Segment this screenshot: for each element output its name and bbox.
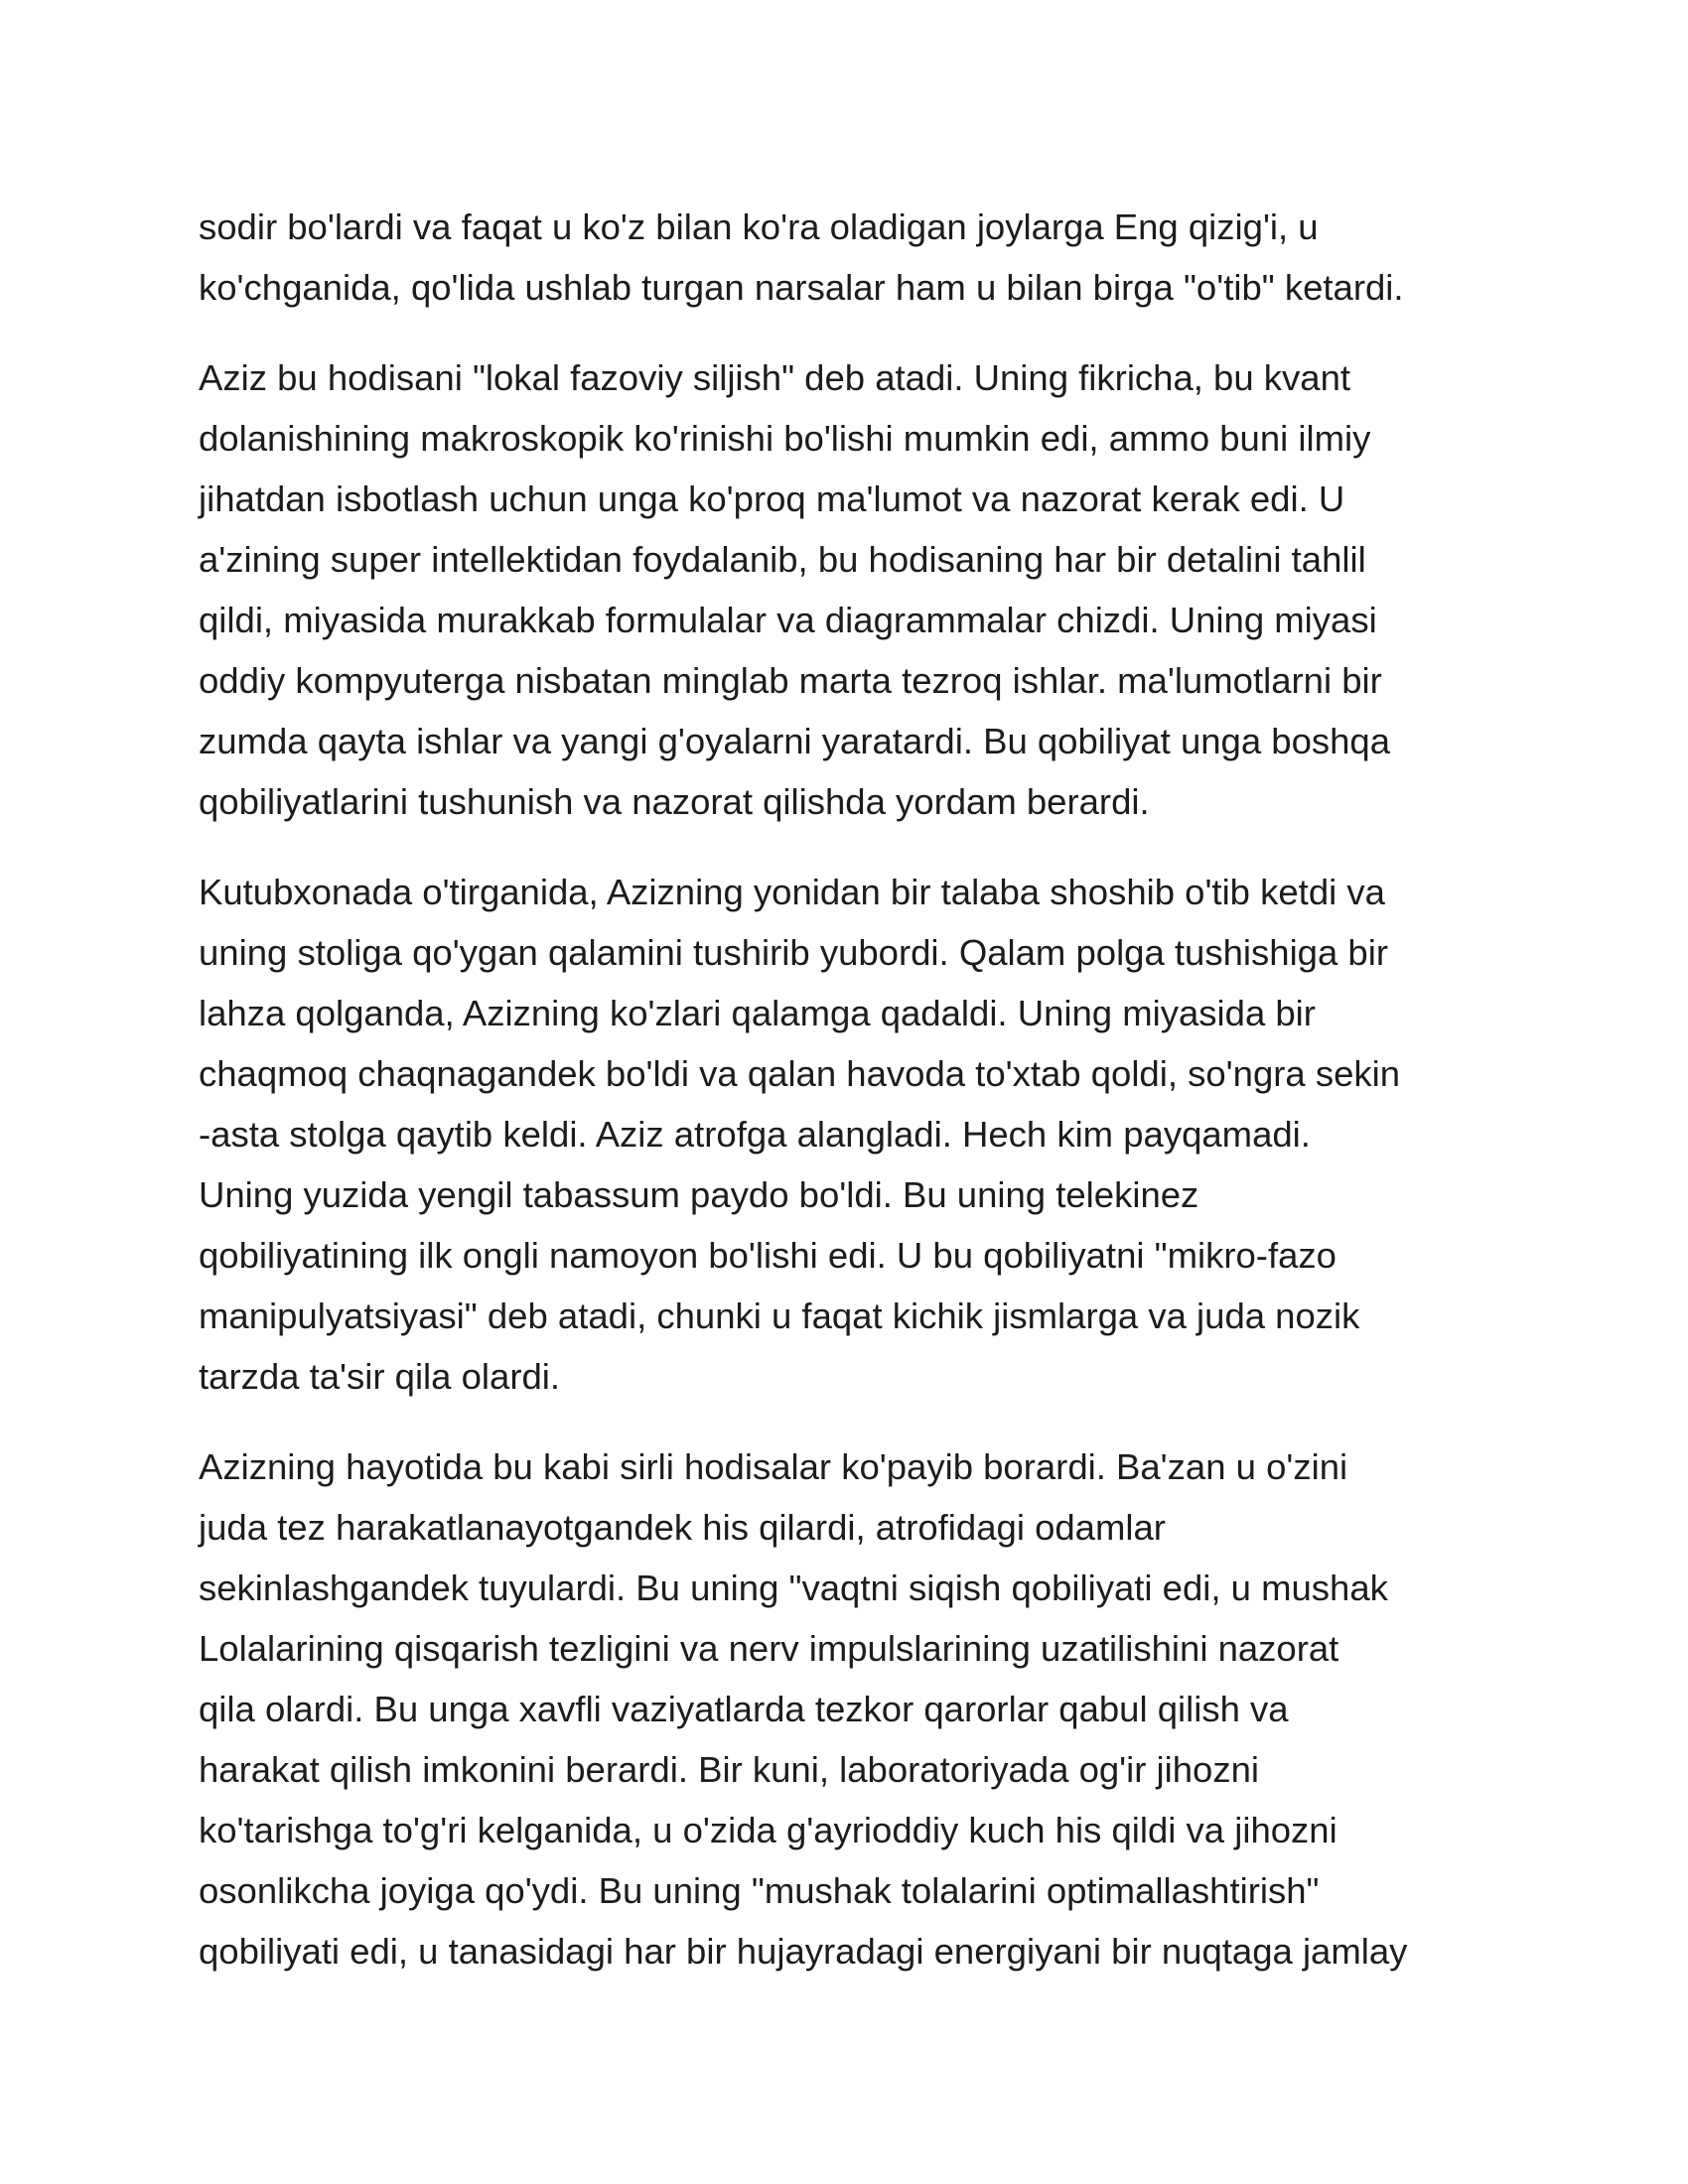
text-line: Kutubxonada o'tirganida, Azizning yonidan bir talaba shoshib o'tib ketdi va [199, 872, 1385, 912]
text-line: Azizning hayotida bu kabi sirli hodisalar ko'payib borardi. Ba'zan u o'zini [199, 1446, 1348, 1487]
text-line: jihatdan isbotlash uchun unga ko'proq ma'lumot va nazorat kerak edi. U [199, 478, 1345, 519]
paragraph-3 [199, 862, 1489, 1407]
text-line: uning stoliga qo'ygan qalamini tushirib yubordi. Qalam polga tushishiga bir [199, 932, 1388, 973]
text-line: Uning yuzida yengil tabassum paydo bo'ldi. Bu uning telekinez [199, 1174, 1199, 1215]
text-line: qobiliyatining ilk ongli namoyon bo'lishi edi. U bu qobiliyatni "mikro-fazo [199, 1235, 1336, 1276]
paragraph-1 [199, 197, 1489, 318]
text-line: Lolalarining qisqarish tezligini va nerv impulslarining uzatilishini nazorat [199, 1628, 1339, 1669]
text-line: lahza qolganda, Azizning ko'zlari qalamga qadaldi. Uning miyasida bir [199, 993, 1316, 1033]
text-line: juda tez harakatlanayotgandek his qilardi, atrofidagi odamlar [199, 1507, 1166, 1548]
text-line: a'zining super intellektidan foydalanib, bu hodisaning har bir detalini tahlil [199, 539, 1366, 580]
text-line: zumda qayta ishlar va yangi g'oyalarni yaratardi. Bu qobiliyat unga boshqa [199, 721, 1391, 761]
document-body [199, 197, 1489, 2011]
paragraph-4 [199, 1436, 1489, 1981]
text-line: osonlikcha joyiga qo'ydi. Bu uning "mushak tolalarini optimallashtirish" [199, 1870, 1320, 1911]
text-line: ko'chganida, qo'lida ushlab turgan narsalar ham u bilan birga "o'tib" ketardi. [199, 267, 1404, 308]
text-line: qildi, miyasida murakkab formulalar va diagrammalar chizdi. Uning miyasi [199, 600, 1377, 640]
text-line: tarzda ta'sir qila olardi. [199, 1356, 561, 1397]
text-line: qobiliyatlarini tushunish va nazorat qilishda yordam berardi. [199, 781, 1150, 822]
text-line: qobiliyati edi, u tanasidagi har bir hujayradagi energiyani bir nuqtaga jamlay [199, 1931, 1408, 1972]
text-line: oddiy kompyuterga nisbatan minglab marta tezroq ishlar. ma'lumotlarni bir [199, 660, 1382, 701]
text-line: chaqmoq chaqnagandek bo'ldi va qalan havoda to'xtab qoldi, so'ngra sekin [199, 1053, 1401, 1094]
text-line: qila olardi. Bu unga xavfli vaziyatlarda tezkor qarorlar qabul qilish va [199, 1689, 1289, 1729]
text-line: Aziz bu hodisani "lokal fazoviy siljish" deb atadi. Uning fikricha, bu kvant [199, 357, 1351, 398]
text-line: harakat qilish imkonini berardi. Bir kuni, laboratoriyada og'ir jihozni [199, 1749, 1260, 1790]
text-line: manipulyatsiyasi" deb atadi, chunki u faqat kichik jismlarga va juda nozik [199, 1296, 1360, 1336]
text-line: ko'tarishga to'g'ri kelganida, u o'zida g'ayrioddiy kuch his qildi va jihozni [199, 1810, 1337, 1850]
text-line: dolanishining makroskopik ko'rinishi bo'lishi mumkin edi, ammo buni ilmiy [199, 418, 1371, 459]
text-line: -asta stolga qaytib keldi. Aziz atrofga alangladi. Hech kim payqamadi. [199, 1114, 1311, 1155]
paragraph-2 [199, 347, 1489, 832]
text-line: sodir bo'lardi va faqat u ko'z bilan ko'ra oladigan joylarga Eng qizig'i, u [199, 206, 1319, 247]
text-line: sekinlashgandek tuyulardi. Bu uning "vaqtni siqish qobiliyati edi, u mushak [199, 1568, 1388, 1608]
